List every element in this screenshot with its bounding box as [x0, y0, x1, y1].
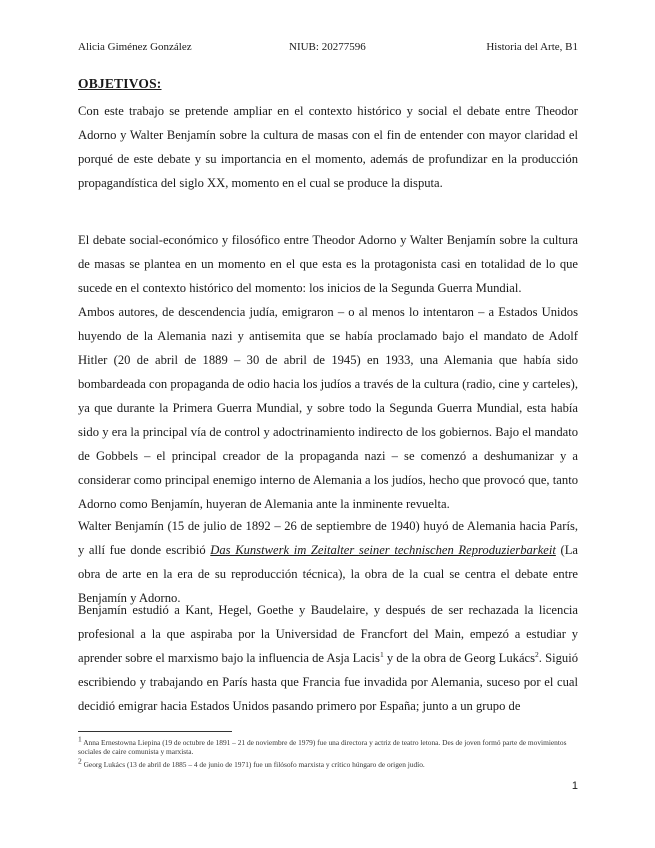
p5-text-c: . Siguió escribiendo y trabajando en París hasta que Francia fue invadida por Alemania, suceso por el cual decidió emigrar hacia Estados Unidos pasando primero por España; junto a un grupo de	[78, 651, 579, 713]
paragraph-emigration: Ambos autores, de descendencia judía, emigraron – o al menos lo intentaron – a Estados Unidos huyendo de la Alemania nazi y antisemita que se había proclamado bajo el mandato de Adolf Hitler (20 de abril de 1889 – 30 de abril de 1945) en 1933, una Alemania que había sido bombardeada con propaganda de odio hacia los judíos a través de la cultura (radio, cine y carteles), ya que durante la Primera Guerra Mundial, y sobre todo la Segunda Guerra Mundial, esta había sido y era la principal vía de control y adoctrinamiento indirecto de los gobiernos. Bajo el mandato de Gobbels – el principal creador de la propaganda nazi – se comenzó a deshumanizar y a considerar como principal enemigo interno de Alemania a los judíos, hecho que provocó que, tanto Adorno como Benjamín, huyeran de Alemania ante la inminente revuelta.	[78, 305, 578, 511]
paragraph-benjamin-paris	[78, 514, 578, 610]
paragraph-debate-context: El debate social-económico y filosófico entre Theodor Adorno y Walter Benjamín sobre la cultura de masas se plantea en un momento en el que esta es la protagonista casi en totalidad de lo que sucede en el contexto histórico del momento: los inicios de la Segunda Guerra Mundial.	[78, 233, 578, 295]
header-course: Historia del Arte, B1	[486, 41, 578, 53]
paragraph-benjamin-studies	[78, 598, 578, 718]
footnote-2-mark: 2	[78, 756, 82, 766]
footnote-1	[78, 734, 578, 756]
paragraph-objectives: Con este trabajo se pretende ampliar en el contexto histórico y social el debate entre Theodor Adorno y Walter Benjamín sobre la cultura de masas con el fin de entender con mayor claridad el porqué de este debate y su importancia en el momento, además de profundizar en la producción propagandística del siglo XX, momento en el cual se produce la disputa.	[78, 104, 578, 190]
footnote-ref-2[interactable]: 2	[535, 649, 539, 659]
footnote-ref-1[interactable]: 1	[379, 649, 384, 659]
section-title: OBJETIVOS:	[78, 76, 162, 91]
page-number: 1	[571, 780, 578, 792]
page-header	[78, 41, 578, 55]
footnote-divider	[78, 731, 232, 732]
p5-text-b: y de la obra de Georg Lukács	[383, 651, 536, 665]
footnote-2-text: Georg Lukács (13 de abril de 1885 – 4 de junio de 1971) fue un filósofo marxista y crítico húngaro de origen judío.	[81, 760, 425, 769]
book-title-link[interactable]: Das Kunstwerk im Zeitalter seiner technischen Reproduzierbarkeit	[210, 543, 556, 557]
footnote-1-mark: 1	[78, 734, 82, 744]
header-author: Alicia Giménez González	[78, 41, 192, 53]
p4-text-before: Walter Benjamín (15 de julio de 1892 – 26 de septiembre de 1940) huyó de Alemania hacia París, y allí fue donde escribió	[78, 519, 578, 557]
p4-text-after: (La obra de arte en la era de su reproducción técnica), la obra de la cual se centra el debate entre Benjamín y Adorno.	[78, 543, 578, 605]
footnote-2	[78, 756, 578, 769]
footnote-1-text: Anna Ernestowna Liepina (19 de octubre de 1891 – 21 de noviembre de 1979) fue una directora y actriz de teatro letona. Des de joven formó parte de movimientos sociales de caire comunista y marxista.	[78, 738, 567, 756]
header-niub: NIUB: 20277596	[289, 41, 366, 53]
p5-text-a: Benjamín estudió a Kant, Hegel, Goethe y Baudelaire, y después de ser rechazada la licencia profesional a la que aspiraba por la Universidad de Francfort del Main, empezó a estudiar y aprender sobre el marxismo bajo la influencia de Asja Lacis	[78, 603, 578, 665]
